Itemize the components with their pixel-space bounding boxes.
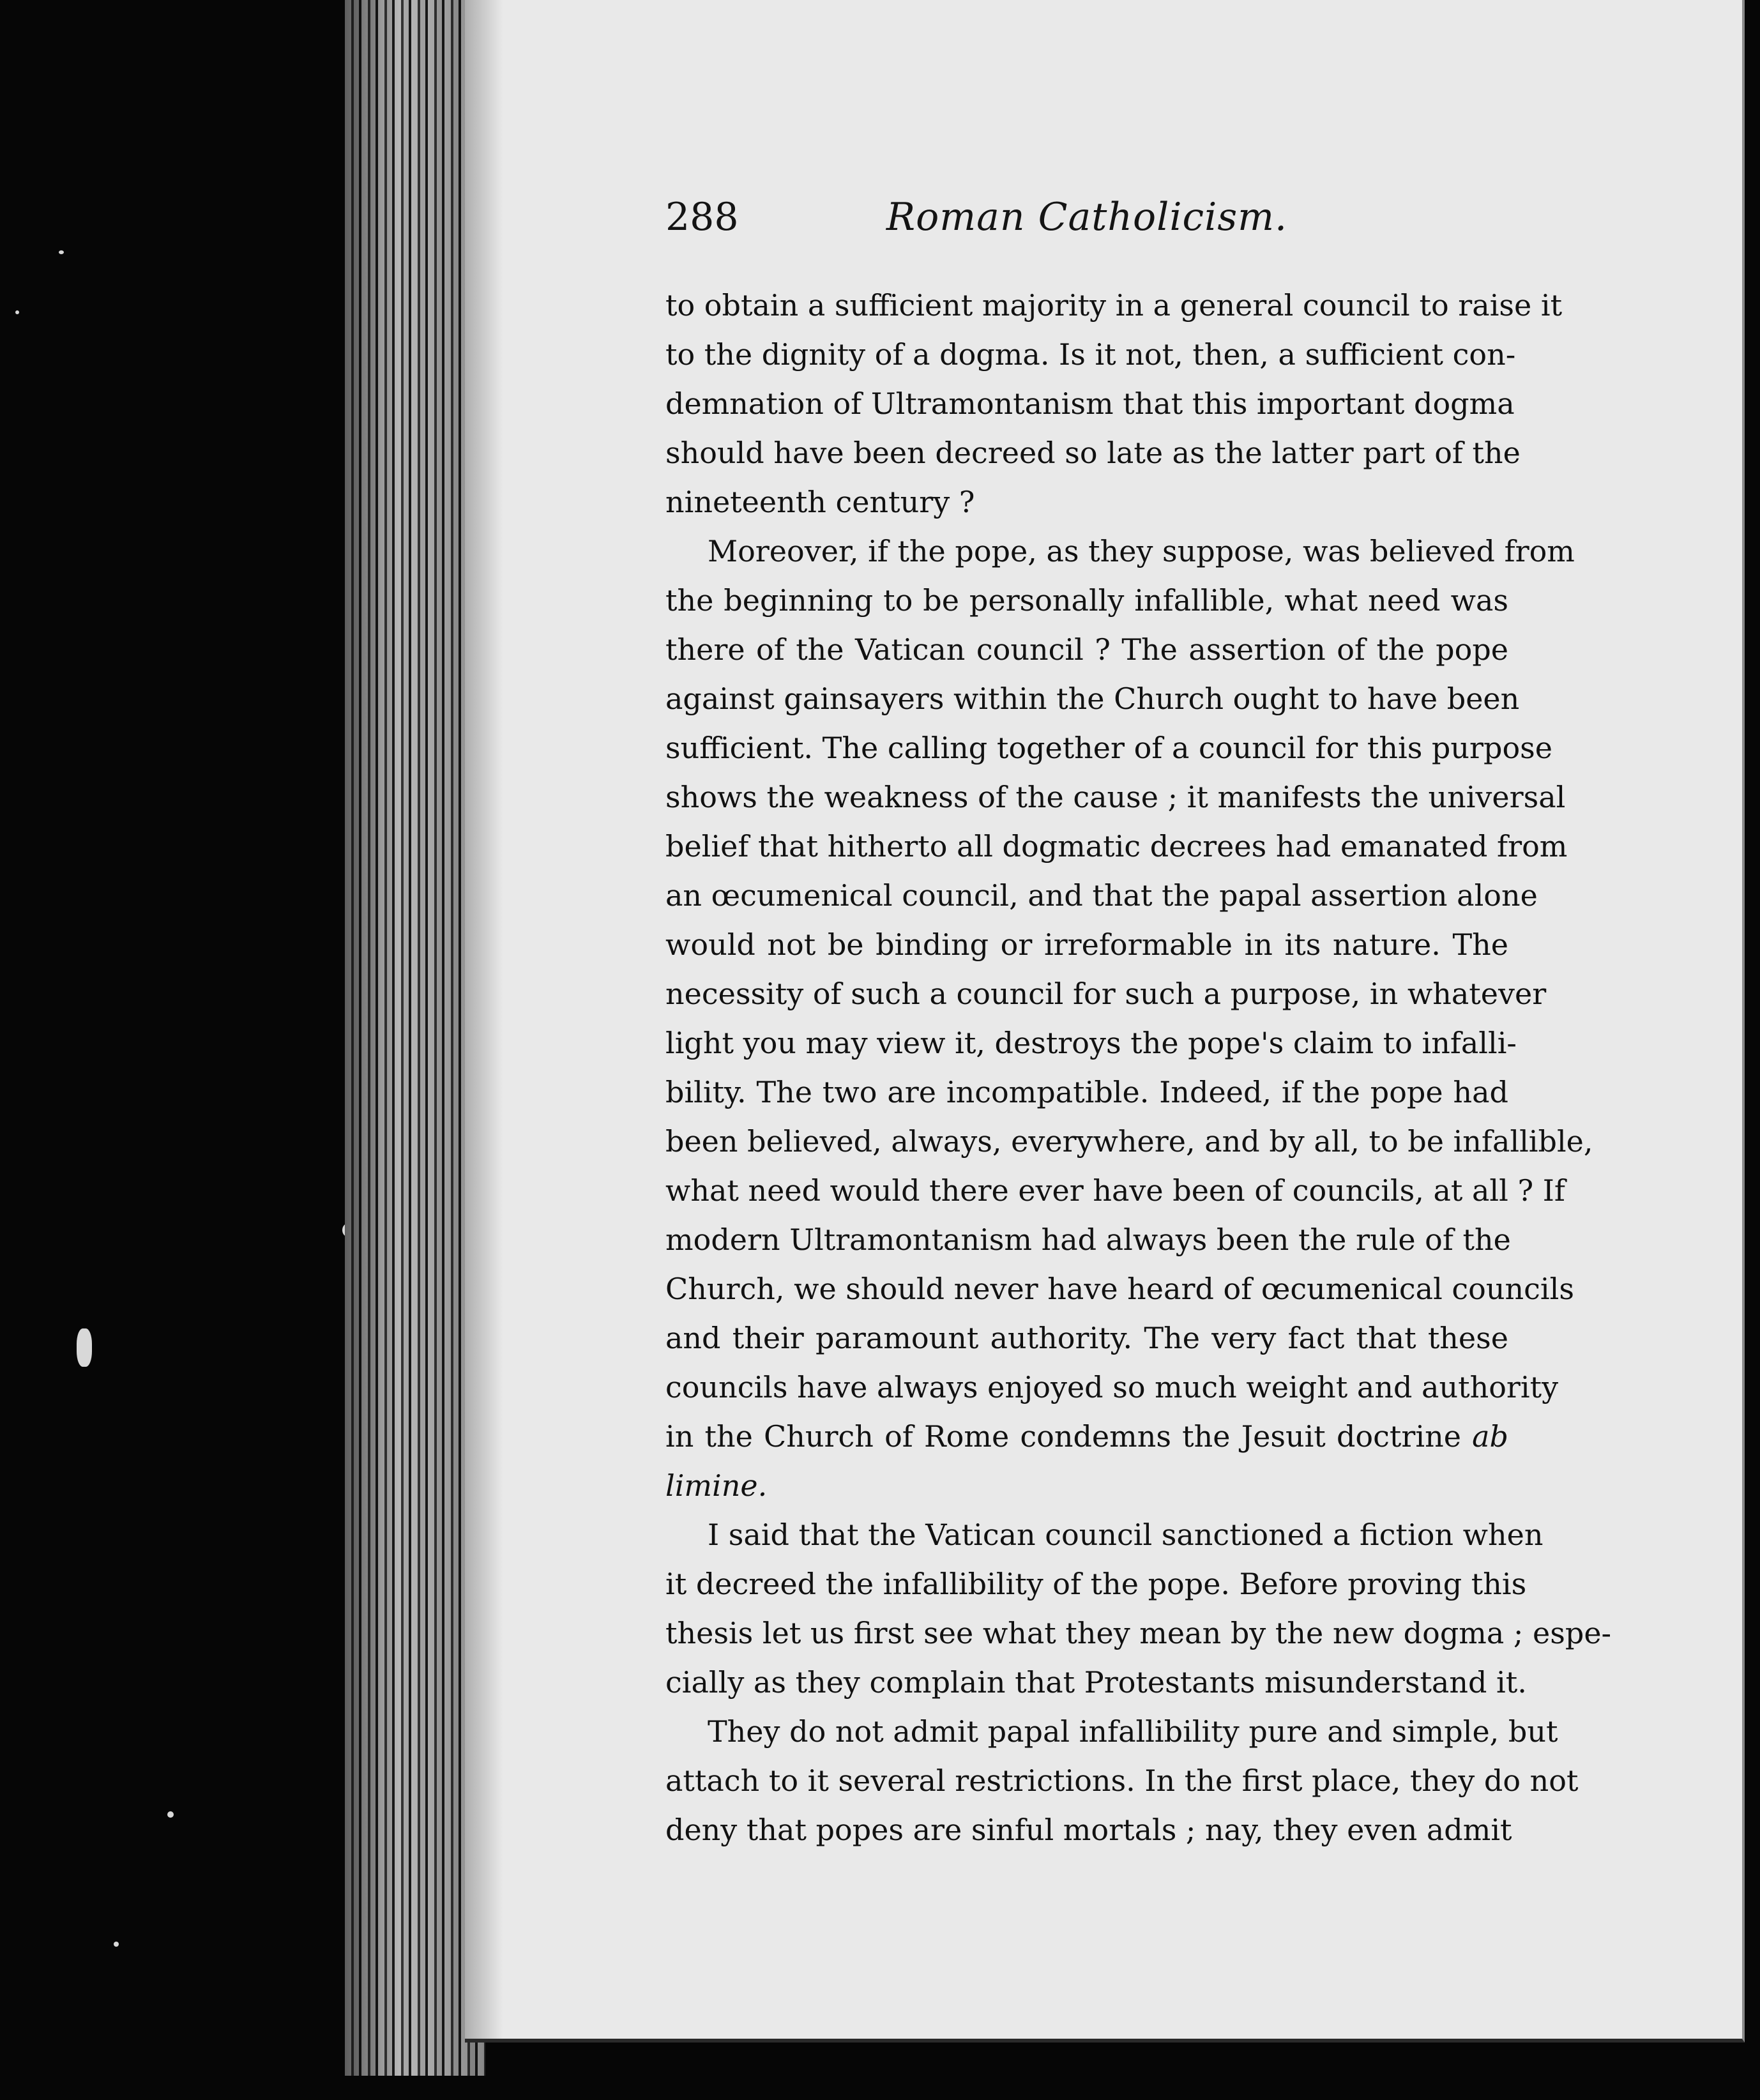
page-block-shadow (345, 0, 485, 2076)
text-line: what need would there ever have been of councils, at all ? If (665, 1173, 1565, 1208)
text-line: an œcumenical council, and that the papal assertion alone (665, 878, 1538, 913)
text-line: demnation of Ultramontanism that this important dogma (665, 386, 1515, 421)
text-line: been believed, always, everywhere, and by all, to be infallible, (665, 1124, 1593, 1159)
text-line-with-italic (665, 1412, 1508, 1461)
text-line: to obtain a sufficient majority in a general council to raise it (665, 288, 1563, 323)
text-line: light you may view it, destroys the pope's claim to infalli- (665, 1026, 1517, 1060)
text-line: They do not admit papal infallibility pure and simple, but (708, 1714, 1558, 1749)
text-line: councils have always enjoyed so much weight and authority (665, 1370, 1559, 1404)
text-line: Moreover, if the pope, as they suppose, was believed from (708, 534, 1575, 568)
margin-speck (77, 1328, 92, 1367)
text-line: thesis let us first see what they mean by the new dogma ; espe- (665, 1616, 1612, 1650)
text-line: should have been decreed so late as the latter part of the (665, 436, 1521, 470)
body-text (665, 281, 1612, 1855)
text-line: to the dignity of a dogma. Is it not, then, a sufficient con- (665, 337, 1516, 372)
margin-speck (114, 1942, 119, 1947)
text-line: bility. The two are incompatible. Indeed, if the pope had (665, 1075, 1508, 1109)
text-line: sufficient. The calling together of a council for this purpose (665, 731, 1552, 765)
text-line: would not be binding or irreformable in its nature. The (665, 927, 1508, 962)
text-line: deny that popes are sinful mortals ; nay, they even admit (665, 1813, 1512, 1847)
text-line: and their paramount authority. The very fact that these (665, 1321, 1508, 1355)
text-line: attach to it several restrictions. In the first place, they do not (665, 1763, 1579, 1798)
margin-speck (59, 250, 64, 254)
text-line: modern Ultramontanism had always been the rule of the (665, 1222, 1511, 1257)
text-segment: in the Church of Rome condemns the Jesuit doctrine (665, 1419, 1461, 1454)
text-line: Church, we should never have heard of œcumenical councils (665, 1272, 1574, 1306)
gutter-shadow (465, 0, 503, 2039)
book-page (465, 0, 1745, 2043)
text-line: against gainsayers within the Church ought to have been (665, 681, 1520, 716)
page-number: 288 (665, 195, 739, 240)
text-line: belief that hitherto all dogmatic decrees had emanated from (665, 829, 1568, 864)
margin-speck (15, 310, 19, 314)
text-line: there of the Vatican council ? The assertion of the pope (665, 632, 1508, 667)
text-line: the beginning to be personally infallible, what need was (665, 583, 1508, 618)
text-line: necessity of such a council for such a purpose, in whatever (665, 977, 1547, 1011)
running-head (665, 185, 1508, 249)
margin-speck (167, 1811, 174, 1818)
text-line: I said that the Vatican council sanctioned a fiction when (708, 1518, 1544, 1552)
italic-phrase: ab (1472, 1419, 1508, 1454)
text-line: shows the weakness of the cause ; it manifests the universal (665, 780, 1566, 814)
text-line: it decreed the infallibility of the pope. Before proving this (665, 1567, 1527, 1601)
text-line: limine. (665, 1468, 768, 1503)
text-line: cially as they complain that Protestants misunderstand it. (665, 1665, 1527, 1700)
text-line: nineteenth century ? (665, 485, 975, 519)
running-title: Roman Catholicism. (886, 195, 1288, 240)
